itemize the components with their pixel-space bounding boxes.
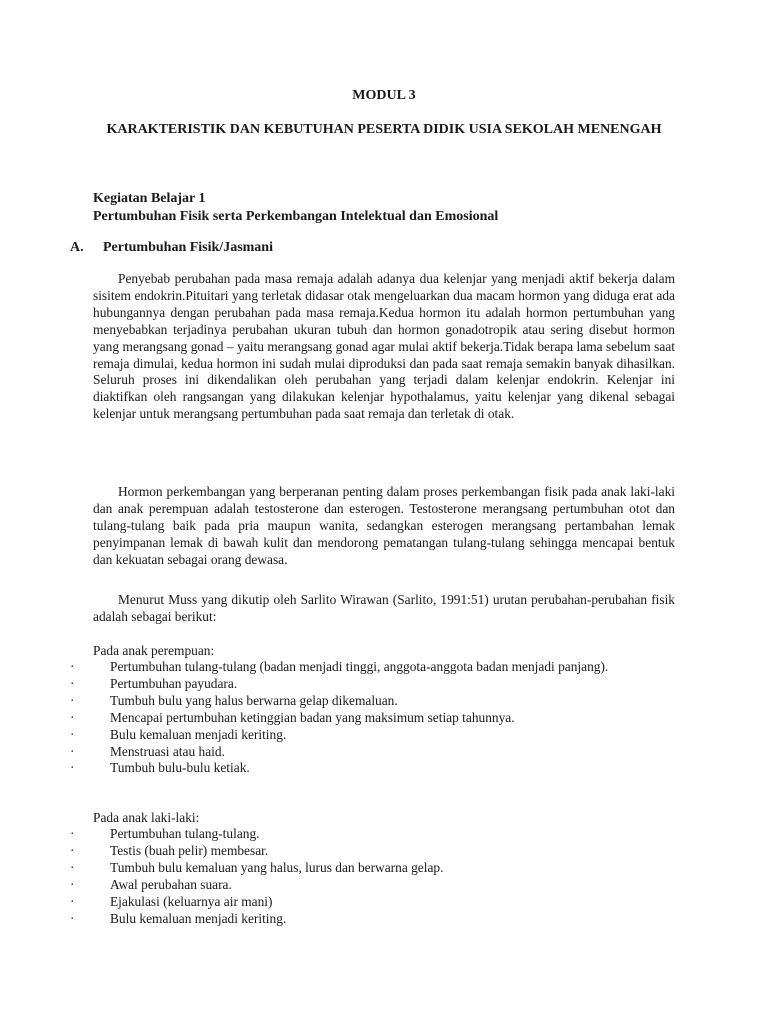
list-item-text: Pertumbuhan tulang-tulang.	[110, 826, 260, 841]
bullet-icon: ·	[70, 709, 75, 725]
module-heading: MODUL 3	[352, 88, 416, 103]
list-item-text: Menstruasi atau haid.	[110, 743, 225, 759]
list-item-text: Tumbuh bulu-bulu ketiak.	[110, 760, 250, 776]
list-item-text: Tumbuh bulu kemaluan yang halus, lurus dan berwarna gelap.	[110, 859, 444, 875]
list-item	[0, 676, 675, 693]
bullet-icon: ·	[70, 826, 75, 841]
bullet-icon: ·	[70, 692, 75, 708]
section-heading	[70, 240, 273, 256]
list-item	[0, 826, 675, 843]
learning-activity-subtitle: Pertumbuhan Fisik serta Perkembangan Intelektual dan Emosional	[93, 209, 499, 224]
paragraph-muss-sequence: Menurut Muss yang dikutip oleh Sarlito Wirawan (Sarlito, 1991:51) urutan perubahan-perubahan fisik adalah sebagai berikut:	[93, 592, 675, 624]
bullet-icon: ·	[70, 842, 75, 858]
list-item	[0, 877, 675, 894]
list-item-text: Pertumbuhan payudara.	[110, 675, 238, 691]
girls-changes-list	[0, 659, 675, 777]
list-item	[0, 911, 675, 928]
list-item-text: Bulu kemaluan menjadi keriting.	[110, 726, 287, 742]
list-item	[0, 744, 675, 761]
list-item-text: Ejakulasi (keluarnya air mani)	[110, 893, 273, 909]
list-item-text: Pertumbuhan tulang-tulang (badan menjadi tinggi, anggota-anggota badan menjadi panjang).	[110, 659, 609, 674]
paragraph-hormones: Hormon perkembangan yang berperanan penting dalam proses perkembangan fisik pada anak laki-laki dan anak perempuan adalah testosterone dan esterogen. Testosterone merangsang pertumbuhan otot dan tulang-tulang baik pada pria maupun wanita, sedangkan esterogen merangsang pertambahan lemak penyimpanan lemak di bawah kulit dan mendorong pematangan tulang-tulang sehingga mencapai bentuk dan kekuatan sebagai orang dewasa.	[93, 484, 675, 567]
list-item-text: Bulu kemaluan menjadi keriting.	[110, 910, 287, 926]
boys-changes-list	[0, 826, 675, 927]
bullet-icon: ·	[70, 760, 75, 776]
bullet-icon: ·	[70, 876, 75, 892]
list-item	[0, 693, 675, 710]
bullet-icon: ·	[70, 659, 75, 674]
bullet-icon: ·	[70, 910, 75, 926]
list-item	[0, 659, 675, 676]
bullet-icon: ·	[70, 726, 75, 742]
learning-activity-block	[93, 190, 498, 226]
list-item-text: Testis (buah pelir) membesar.	[110, 842, 269, 858]
boys-list-intro: Pada anak laki-laki:	[93, 810, 200, 825]
list-item	[0, 843, 675, 860]
list-item	[0, 760, 675, 777]
bullet-icon: ·	[70, 859, 75, 875]
list-item-text: Mencapai pertumbuhan ketinggian badan yang maksimum setiap tahunnya.	[110, 709, 515, 725]
paragraph-endocrine: Penyebab perubahan pada masa remaja adalah adanya dua kelenjar yang menjadi aktif bekerja dalam sisitem endokrin.Pituitari yang terletak didasar otak mengeluarkan dua macam hormon yang diduga erat ada hubungannya dengan perubahan pada masa remaja.Kedua hormon itu adalah hormon pertumbuhan yang menyebabkan terjadinya perubahan ukuran tubuh dan hormon gonadotropik atau sering disebut hormon yang merangsang gonad – yaitu merangsang gonad agar mulai aktif bekerja.Tidak berapa lama sebelum saat remaja dimulai, kedua hormon ini sudah mulai diproduksi dan pada saat remaja semakin banyak dihasilkan. Seluruh proses ini dikendalikan oleh perubahan yang terjadi dalam kelenjar endokrin. Kelenjar ini diaktifkan oleh rangsangan yang dilakukan kelenjar hypothalamus, yaitu kelenjar yang dikenal sebagai kelenjar untuk merangsang pertumbuhan pada saat remaja dan terletak di otak.	[93, 271, 675, 422]
list-item	[0, 727, 675, 744]
list-item-text: Awal perubahan suara.	[110, 876, 232, 892]
learning-activity-label: Kegiatan Belajar 1	[93, 191, 206, 206]
list-item	[0, 860, 675, 877]
section-letter: A.	[70, 240, 84, 255]
bullet-icon: ·	[70, 743, 75, 759]
bullet-icon: ·	[70, 893, 75, 909]
section-title: Pertumbuhan Fisik/Jasmani	[103, 240, 273, 255]
list-item	[0, 710, 675, 727]
bullet-icon: ·	[70, 675, 75, 691]
list-item	[0, 894, 675, 911]
document-title: KARAKTERISTIK DAN KEBUTUHAN PESERTA DIDIK USIA SEKOLAH MENENGAH	[106, 122, 662, 137]
girls-list-intro: Pada anak perempuan:	[93, 643, 215, 658]
list-item-text: Tumbuh bulu yang halus berwarna gelap dikemaluan.	[110, 692, 398, 708]
